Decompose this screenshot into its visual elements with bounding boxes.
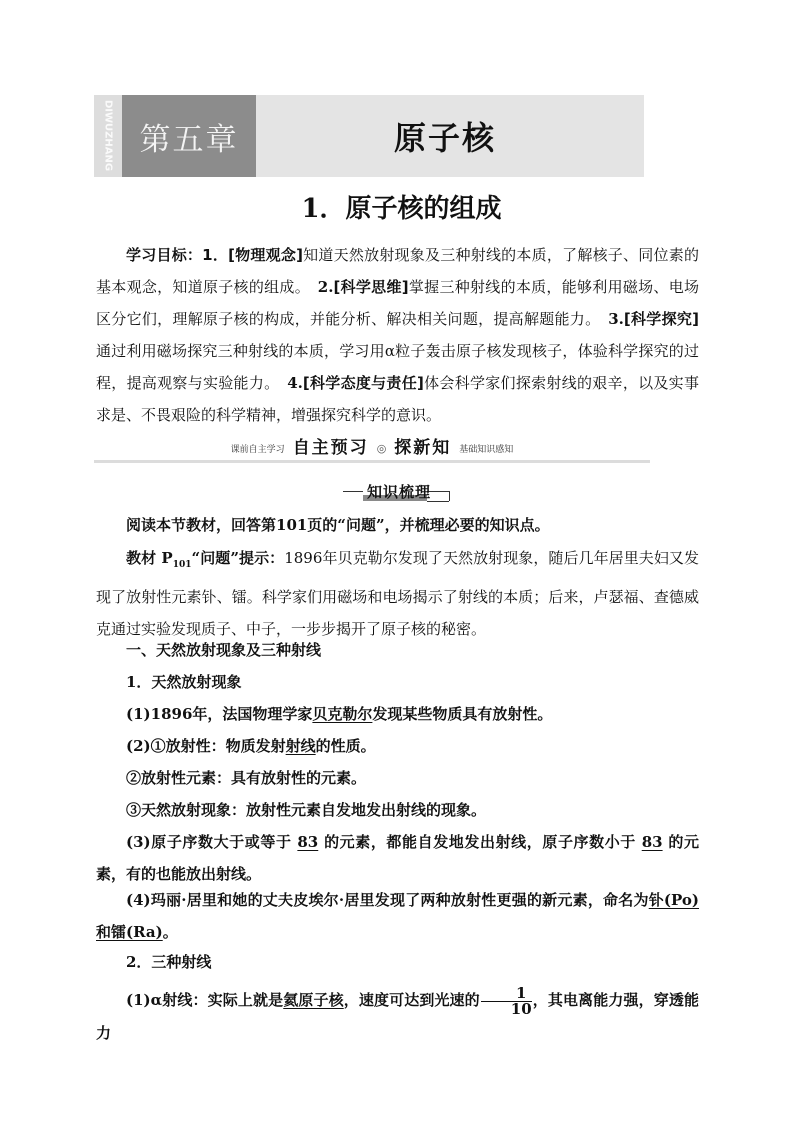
answer-blank: 贝克勒尔 [312, 705, 373, 723]
subheading-1: 1．天然放射现象 [126, 673, 242, 691]
learning-objectives [96, 239, 699, 431]
section-bar [94, 436, 650, 462]
hint-label-post: “问题”提示： [191, 549, 285, 567]
text: 。 [162, 923, 178, 941]
chapter-side-label: DIWUZHANG [94, 95, 122, 177]
objective-text: 知道天然放射现象及三种射线的本质，了解核子、同位素的基本观念，知道原子核的组成。 [96, 246, 699, 296]
answer-blank: 83 [641, 833, 663, 851]
fraction-numerator: 1 [481, 986, 532, 1002]
objective-tag: [科学思维] [333, 278, 409, 296]
textbook-hint [96, 542, 699, 645]
text: (4)玛丽·居里和她的丈夫皮埃尔·居里发现了两种放射性更强的新元素，命名为 [126, 891, 649, 909]
text: (1)1896年，法国物理学家 [126, 705, 313, 723]
objective-tag: [科学探究] [623, 310, 699, 328]
objective-text: 通过利用磁场探究三种射线的本质，学习用α粒子轰击原子核发现核子，体验科学探究的过程，提高观察与实验能力。 [96, 342, 699, 392]
point-5 [96, 826, 699, 890]
text: 的性质。 [315, 737, 376, 755]
section-bar-left-small: 课前自主学习 [230, 445, 285, 455]
point-4: ③天然放射现象：放射性元素自发地发出射线的现象。 [126, 801, 487, 819]
text: (1)α射线：实际上就是 [126, 991, 284, 1009]
chapter-number: 第五章 [122, 95, 256, 177]
heading-1: 一、天然放射现象及三种射线 [126, 641, 322, 659]
section-bar-separator-icon: ◎ [376, 442, 387, 455]
point-2 [96, 730, 699, 762]
objective-num: 4. [287, 374, 303, 392]
section-bar-left-title: 自主预习 [292, 438, 369, 458]
text: 发现某些物质具有放射性。 [372, 705, 553, 723]
text: (2)①放射性：物质发射 [126, 737, 286, 755]
answer-blank: 射线 [285, 737, 316, 755]
section-bar-right-title: 探新知 [394, 438, 452, 458]
answer-blank: 钋(Po)和镭(Ra) [96, 891, 699, 941]
text: ，其电离能力强，穿透能力 [96, 991, 699, 1042]
section-bar-right-small: 基础知识感知 [459, 445, 514, 455]
point-6 [96, 884, 699, 948]
text: ，速度可达到光速的 [343, 991, 480, 1009]
fraction [481, 983, 532, 1018]
section-title: 1．原子核的组成 [301, 194, 502, 224]
text: 的元素，都能自发地发出射线，原子序数小于 [318, 833, 642, 851]
fraction-denominator: 10 [510, 999, 532, 1018]
text: (3)原子序数大于或等于 [126, 833, 298, 851]
answer-blank: 氦原子核 [283, 991, 344, 1009]
objectives-lead: 学习目标：1． [126, 246, 229, 264]
intro-text: 阅读本节教材，回答第101页的“问题”，并梳理必要的知识点。 [126, 516, 550, 534]
point-1 [96, 698, 699, 730]
objective-tag: [科学态度与责任] [302, 374, 424, 392]
point-3: ②放射性元素：具有放射性的元素。 [126, 769, 367, 787]
answer-blank: 83 [297, 833, 319, 851]
text: 的元素，有的也能放出射线。 [96, 833, 699, 883]
hint-label-sub: 101 [172, 560, 192, 570]
objective-text: 掌握三种射线的本质，能够利用磁场、电场区分它们，理解原子核的构成，并能分析、解决相关问题，提高解题能力。 [96, 278, 699, 328]
hint-label: 教材 P [126, 549, 173, 567]
objective-num: 2. [317, 278, 334, 296]
objective-text: 体会科学家们探索射线的艰辛，以及实事求是、不畏艰险的科学精神，增强探究科学的意识。 [96, 374, 699, 424]
knowledge-tag-label: 知识梳理 [367, 483, 432, 501]
divider [94, 460, 650, 463]
objective-tag: [物理观念] [228, 246, 303, 264]
hint-text: 1896年贝克勒尔发现了天然放射现象，随后几年居里夫妇又发现了放射性元素钋、镭。科学家们用磁场和电场揭示了射线的本质；后来，卢瑟福、查德威克通过实验发现质子、中子，一步步揭开了原子核的秘密。 [96, 549, 699, 638]
subheading-2: 2．三种射线 [126, 953, 212, 971]
objective-num: 3. [608, 310, 624, 328]
chapter-title: 原子核 [393, 119, 496, 157]
knowledge-tag [343, 481, 451, 503]
chapter-banner [94, 95, 644, 177]
point-7 [96, 984, 699, 1049]
